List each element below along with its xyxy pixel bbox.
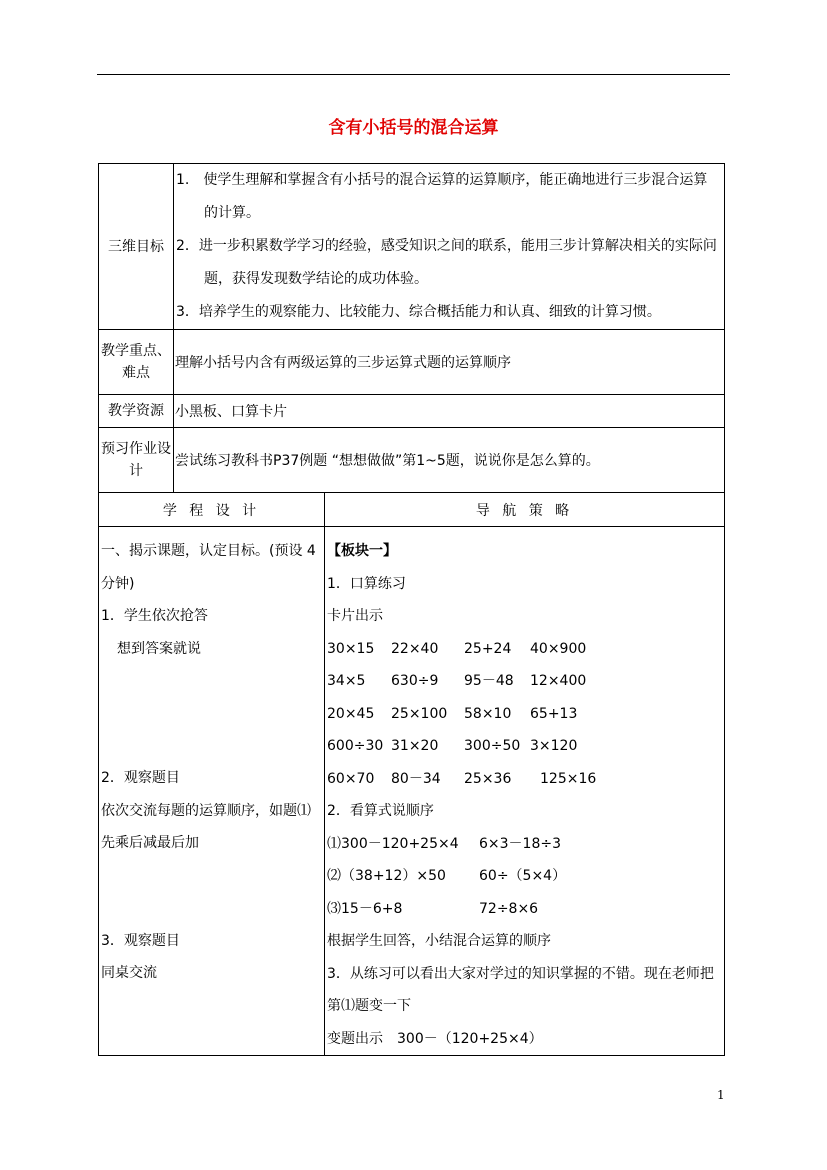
drill-row-2 <box>327 665 724 698</box>
drill-item: 3×120 <box>530 738 578 754</box>
drill-row-3 <box>327 698 724 731</box>
preview-label: 预习作业设计 <box>99 428 174 493</box>
left-header: 学 程 设 计 <box>99 493 325 527</box>
goals-row <box>99 164 725 330</box>
order-title: 2．看算式说顺序 <box>327 803 434 819</box>
expression: ⑵（38+12）×50 <box>327 868 446 884</box>
left-line-2: 分钟) <box>101 575 135 592</box>
plan-header-row <box>99 493 725 527</box>
drill-row-5 <box>327 763 724 796</box>
drill-item: 40×900 <box>530 640 587 657</box>
drill-row-4 <box>327 730 724 763</box>
expression: ⑶15－6+8 <box>327 900 403 917</box>
drill-row-1 <box>327 633 724 666</box>
goal-1: 1. 使学生理解和掌握含有小括号的混合运算的运算顺序，能正确地进行三步混合运算的计算。 <box>176 172 708 221</box>
left-column <box>99 527 325 1056</box>
drill-item: 300÷50 <box>464 738 521 754</box>
preview-text: 尝试练习教科书P37例题 “想想做做”第1~5题，说说你是怎么算的。 <box>174 428 725 493</box>
left-line-5: 2．观察题目 <box>101 770 180 786</box>
right-column <box>325 527 725 1056</box>
left-line-1: 一、揭示课题，认定目标。(预设 4 <box>101 543 316 559</box>
left-line-8: 3．观察题目 <box>101 932 180 949</box>
drill-item: 25×36 <box>464 770 512 787</box>
left-line-6: 依次交流每题的运算顺序，如题⑴ <box>101 802 311 819</box>
info-table <box>98 163 725 493</box>
order-row-1 <box>327 828 724 861</box>
left-line-4: 想到答案就说 <box>117 640 201 657</box>
page-number: 1 <box>717 1088 725 1102</box>
plan-body-row <box>99 527 725 1056</box>
expression: ⑴300－120+25×4 <box>327 835 459 852</box>
plan-table <box>98 492 725 1056</box>
key-text: 理解小括号内含有两级运算的三步运算式题的运算顺序 <box>174 330 725 395</box>
resource-text: 小黑板、口算卡片 <box>174 395 725 428</box>
card-show: 卡片出示 <box>327 608 383 624</box>
oral-practice: 1．口算练习 <box>327 575 406 592</box>
header-rule <box>97 74 730 75</box>
summary-text: 根据学生回答，小结混合运算的顺序 <box>327 933 551 949</box>
drill-item: 58×10 <box>464 705 512 722</box>
drill-item: 12×400 <box>530 673 587 689</box>
key-row <box>99 330 725 395</box>
step3-line-2: 第⑴题变一下 <box>327 998 411 1014</box>
drill-item: 125×16 <box>540 770 597 787</box>
left-line-3: 1．学生依次抢答 <box>101 608 208 624</box>
drill-item: 25+24 <box>464 640 512 657</box>
order-row-3 <box>327 893 724 926</box>
expression: 72÷8×6 <box>479 900 539 917</box>
resource-label: 教学资源 <box>99 395 174 428</box>
drill-item: 65+13 <box>530 705 578 722</box>
variant-text: 变题出示 300－（120+25×4） <box>327 1030 543 1047</box>
left-line-7: 先乘后减最后加 <box>101 835 199 851</box>
drill-item: 600÷30 <box>327 738 384 754</box>
goals-label: 三维目标 <box>99 164 174 330</box>
order-row-2 <box>327 860 724 893</box>
drill-item: 25×100 <box>391 705 448 722</box>
drill-item: 31×20 <box>391 738 439 754</box>
goal-2: 2．进一步积累数学学习的经验，感受知识之间的联系，能用三步计算解决相关的实际问题，获得发现数学结论的成功体验。 <box>176 238 717 287</box>
step3-line-1: 3．从练习可以看出大家对学过的知识掌握的不错。现在老师把 <box>327 965 714 982</box>
drill-item: 30×15 <box>327 640 375 657</box>
key-label: 教学重点、难点 <box>99 330 174 395</box>
drill-item: 60×70 <box>327 770 375 787</box>
drill-item: 22×40 <box>391 640 439 657</box>
expression: 6×3－18÷3 <box>479 835 561 852</box>
right-header: 导 航 策 略 <box>325 493 725 527</box>
preview-row <box>99 428 725 493</box>
block-label: 【板块一】 <box>327 543 397 559</box>
drill-item: 80－34 <box>391 770 441 787</box>
resource-row <box>99 395 725 428</box>
drill-item: 20×45 <box>327 705 375 722</box>
drill-item: 630÷9 <box>391 673 439 689</box>
expression: 60÷（5×4） <box>479 868 567 884</box>
document-title: 含有小括号的混合运算 <box>328 118 499 138</box>
left-line-9: 同桌交流 <box>101 965 157 981</box>
goals-cell <box>174 164 725 330</box>
drill-item: 95－48 <box>464 673 514 689</box>
goal-3: 3．培养学生的观察能力、比较能力、综合概括能力和认真、细致的计算习惯。 <box>176 304 661 320</box>
drill-item: 34×5 <box>327 673 366 689</box>
